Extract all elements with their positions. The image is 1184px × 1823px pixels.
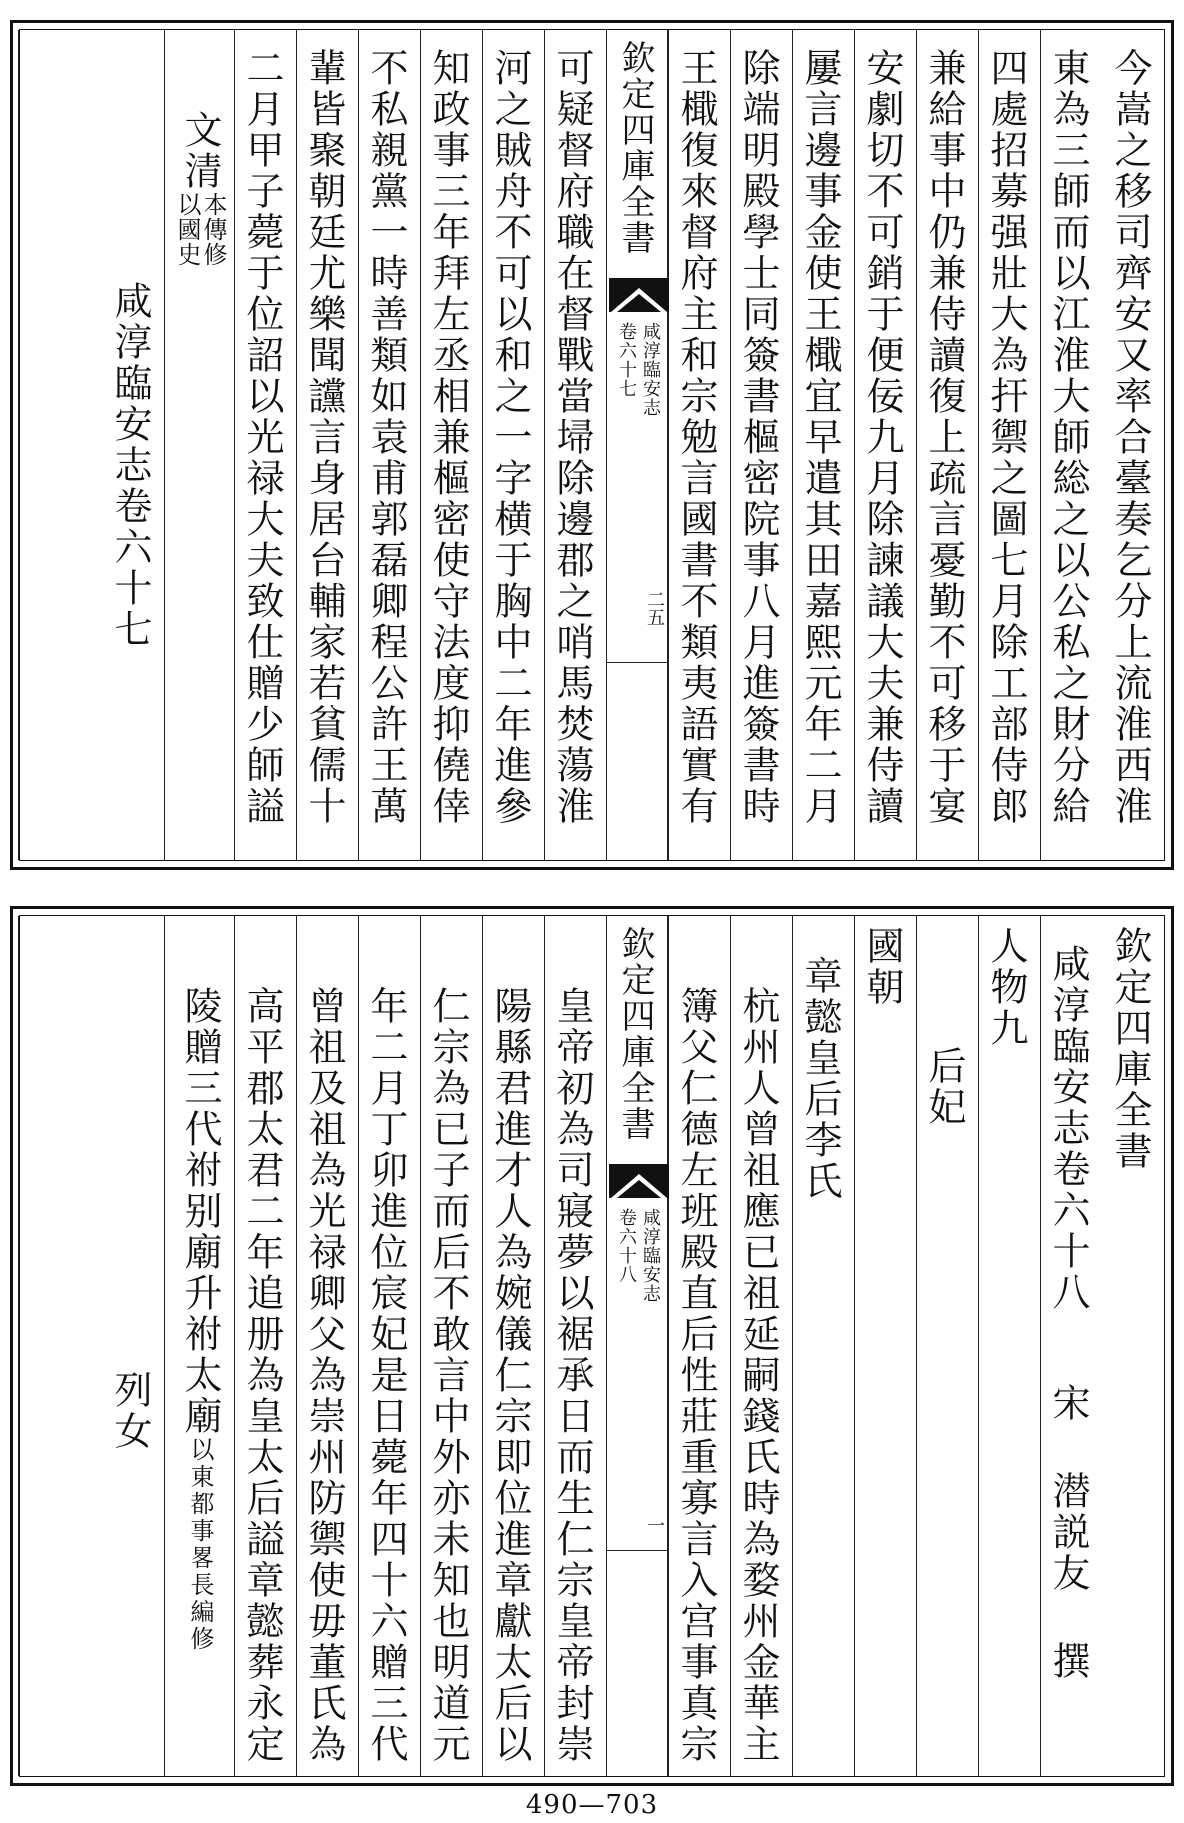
bottom-col-8: 簿父仁德左班殿直后性莊重寡言入宫事真宗 bbox=[668, 916, 730, 1776]
wenqing-note bbox=[174, 192, 226, 270]
fish-tail-ornament-icon bbox=[609, 278, 669, 312]
page-number-footer: 490—703 bbox=[525, 1790, 659, 1820]
top-center-leaf: 二五 bbox=[644, 590, 665, 626]
bottom-col-3: 人物九 bbox=[978, 916, 1040, 1776]
top-col-10: 河之賊舟不可以和之一字横于胸中二年進參 bbox=[482, 30, 544, 860]
bottom-col-1: 欽定四庫全書 bbox=[1108, 926, 1152, 1172]
wenqing-note-b: 本傳修 bbox=[199, 192, 227, 267]
top-col-3: 四處招募强壯大為扞禦之圖七月除工部侍郎 bbox=[978, 30, 1040, 860]
top-col-4: 兼給事中仍兼侍讀復上疏言憂勤不可移于宴 bbox=[916, 30, 978, 860]
top-col-13: 輩皆聚朝廷尤樂聞讜言身居台輔家若貧儒十 bbox=[296, 30, 358, 860]
bottom-col-14: 高平郡太君二年追册為皇太后謚章懿葬永定 bbox=[234, 916, 296, 1776]
page-bottom bbox=[10, 906, 1174, 1786]
page-bottom-frame bbox=[19, 915, 1165, 1777]
ling-main: 陵贈三代祔别廟升祔太廟 bbox=[178, 986, 222, 1437]
bottom-center-leaf: 一 bbox=[644, 1516, 665, 1534]
top-col-5: 安劇切不可銷于便佞九月除諫議大夫兼侍讀 bbox=[854, 30, 916, 860]
top-col-12: 不私親黨一時善類如袁甫郭磊卿程公許王萬 bbox=[358, 30, 420, 860]
wenqing-main: 文清 bbox=[178, 110, 222, 192]
top-col-11: 知政事三年拜左丞相兼樞密使守法度抑僥倖 bbox=[420, 30, 482, 860]
top-col-last: 咸淳臨安志卷六十七 bbox=[18, 30, 164, 860]
bottom-col-12: 年二月丁卯進位宸妃是日薨年四十六贈三代 bbox=[358, 916, 420, 1776]
bottom-center-juan: 卷六十八 bbox=[616, 1208, 637, 1284]
bottom-col-ling bbox=[164, 916, 234, 1776]
bottom-col-10: 陽縣君進才人為婉儀仁宗即位進章獻太后以 bbox=[482, 916, 544, 1776]
bottom-center-column bbox=[606, 916, 668, 1776]
top-center-book: 咸淳臨安志 bbox=[640, 322, 661, 417]
bottom-center-rule bbox=[607, 1550, 667, 1551]
top-col-wenqing bbox=[164, 30, 234, 860]
top-center-column bbox=[606, 30, 668, 860]
bottom-col-11: 仁宗為已子而后不敢言中外亦未知也明道元 bbox=[420, 916, 482, 1776]
top-col-6: 屢言邊事金使王檝宜早遣其田嘉熙元年二月 bbox=[792, 30, 854, 860]
top-col-9: 可疑督府職在督戰當埽除邊郡之哨馬焚蕩淮 bbox=[544, 30, 606, 860]
bottom-col-13: 曾祖及祖為光禄卿父為崇州防禦使毋董氏為 bbox=[296, 916, 358, 1776]
bottom-col-9: 皇帝初為司寢夢以裾承日而生仁宗皇帝封崇 bbox=[544, 916, 606, 1776]
ling-note-b: 畧長編修 bbox=[186, 1545, 214, 1653]
top-col-8: 王檝復來督府主和宗勉言國書不類夷語實有 bbox=[668, 30, 730, 860]
page-top-frame bbox=[19, 29, 1165, 861]
top-col-2: 東為三師而以江淮大師総之以公私之財分給 bbox=[1040, 30, 1102, 860]
bottom-col-6: 章懿皇后李氏 bbox=[792, 916, 854, 1776]
fish-tail-ornament-icon bbox=[609, 1164, 669, 1198]
top-center-juan: 卷六十七 bbox=[616, 322, 637, 398]
bottom-col-last: 列女 bbox=[18, 916, 164, 1776]
bottom-center-book: 咸淳臨安志 bbox=[640, 1208, 661, 1303]
bottom-juan-title: 咸淳臨安志卷六十八 bbox=[1046, 944, 1090, 1313]
top-col-14: 二月甲子薨于位詔以光禄大夫致仕贈少師謚 bbox=[234, 30, 296, 860]
bottom-col-2 bbox=[1040, 916, 1102, 1776]
bottom-col-5: 國朝 bbox=[854, 916, 916, 1776]
top-center-title: 欽定四庫全書 bbox=[615, 40, 655, 256]
wenqing-note-a: 以國史 bbox=[173, 192, 201, 267]
bottom-author: 宋 潜説友 撰 bbox=[1046, 1383, 1090, 1682]
top-col-1: 今嵩之移司齊安又率合臺奏乞分上流淮西淮 bbox=[1108, 48, 1152, 827]
ling-note-a: 以東都事 bbox=[186, 1437, 214, 1545]
top-center-rule bbox=[607, 662, 667, 663]
bottom-col-4: 后妃 bbox=[916, 916, 978, 1776]
bottom-col-7: 杭州人曾祖應已祖延嗣錢氏時為婺州金華主 bbox=[730, 916, 792, 1776]
page-top bbox=[10, 20, 1174, 870]
top-col-7: 除端明殿學士同簽書樞密院事八月進簽書時 bbox=[730, 30, 792, 860]
bottom-center-title: 欽定四庫全書 bbox=[615, 926, 655, 1142]
